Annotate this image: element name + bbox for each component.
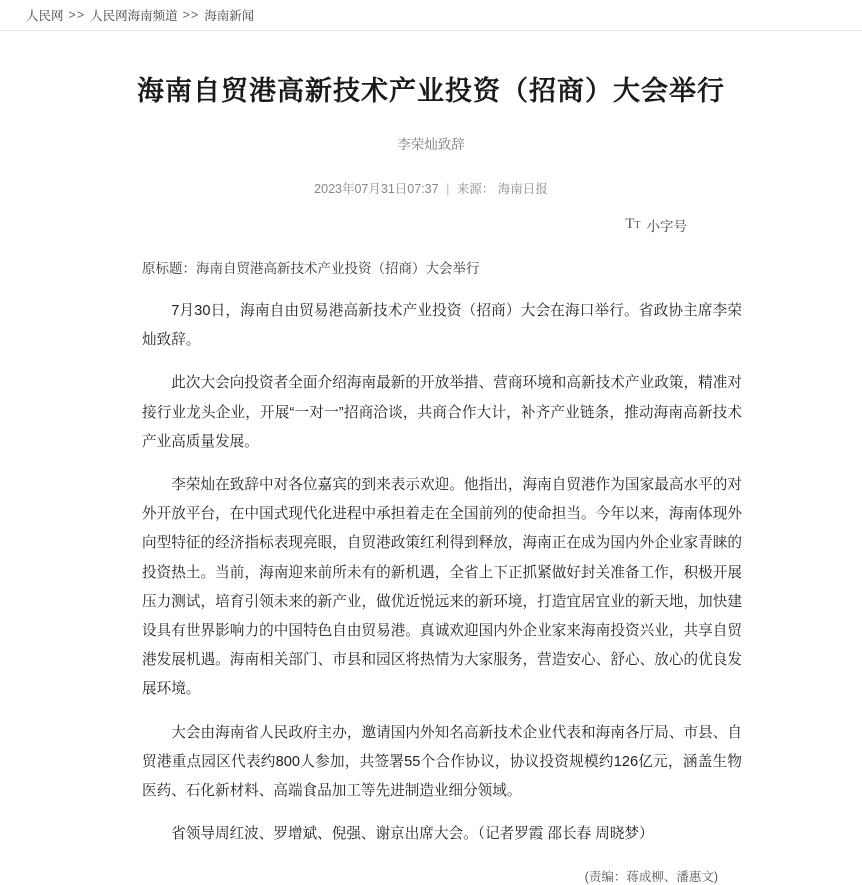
page-title: 海南自贸港高新技术产业投资（招商）大会举行 [137, 76, 725, 106]
editor-credit: (责编：蒋成柳、潘惠文) [584, 870, 718, 885]
breadcrumb-separator-0: >> [68, 8, 86, 22]
breadcrumb [0, 0, 862, 31]
paragraph-1: 此次大会向投资者全面介绍海南最新的开放举措、营商环境和高新技术产业政策，精准对接行业龙头企业，开展“一对一”招商洽谈，共商合作大计，补齐产业链条，推动海南高新技术产业高质量发展。 [142, 375, 742, 450]
article-container [0, 73, 862, 885]
article-meta [0, 179, 862, 197]
paragraph-3: 大会由海南省人民政府主办，邀请国内外知名高新技术企业代表和海南各厅局、市县、自贸港重点园区代表约800人参加，共签署55个合作协议，协议投资规模约126亿元，涵盖生物医药、石化新材料、高端食品加工等先进制造业细分领域。 [142, 724, 742, 799]
breadcrumb-separator-1: >> [182, 8, 200, 22]
article-body [142, 257, 742, 885]
source-name: 海南日报 [497, 181, 548, 196]
breadcrumb-item-2[interactable]: 海南新闻 [204, 9, 255, 23]
breadcrumb-item-1[interactable]: 人民网海南频道 [90, 9, 178, 23]
source-label: 来源： [456, 181, 495, 196]
font-size-control[interactable] [0, 215, 687, 235]
article-subtitle: 李荣灿致辞 [397, 136, 465, 152]
paragraph-0: 7月30日，海南自由贸易港高新技术产业投资（招商）大会在海口举行。省政协主席李荣灿致辞。 [142, 303, 742, 349]
meta-separator: | [446, 181, 450, 196]
paragraph-2: 李荣灿在致辞中对各位嘉宾的到来表示欢迎。他指出，海南自贸港作为国家最高水平的对外开放平台，在中国式现代化进程中承担着走在全国前列的使命担当。今年以来，海南体现外向型特征的经济指标表现亮眼，自贸港政策红利得到释放，海南正在成为国内外企业家青睐的投资热土。当前，海南迎来前所未有的新机遇，全省上下正抓紧做好封关准备工作，积极开展压力测试，培育引领未来的新产业，做优近悦远来的新环境，打造宜居宜业的新天地，加快建设具有世界影响力的中国特色自由贸易港。真诚欢迎国内外企业家来海南投资兴业，共享自贸港发展机遇。海南相关部门、市县和园区将热情为大家服务，营造安心、舒心、放心的优良发展环境。 [142, 477, 742, 698]
font-size-label[interactable]: 小字号 [646, 218, 687, 234]
original-title-label: 原标题： [142, 260, 196, 276]
original-title-text: 海南自贸港高新技术产业投资（招商）大会举行 [196, 260, 480, 276]
breadcrumb-item-0[interactable]: 人民网 [26, 9, 64, 23]
paragraph-4: 省领导周红波、罗增斌、倪强、谢京出席大会。（记者罗霞 邵长春 周晓梦） [171, 826, 654, 843]
text-size-icon[interactable]: T T [625, 216, 641, 233]
publish-date: 2023年07月31日07:37 [314, 181, 439, 196]
original-title [142, 257, 742, 281]
